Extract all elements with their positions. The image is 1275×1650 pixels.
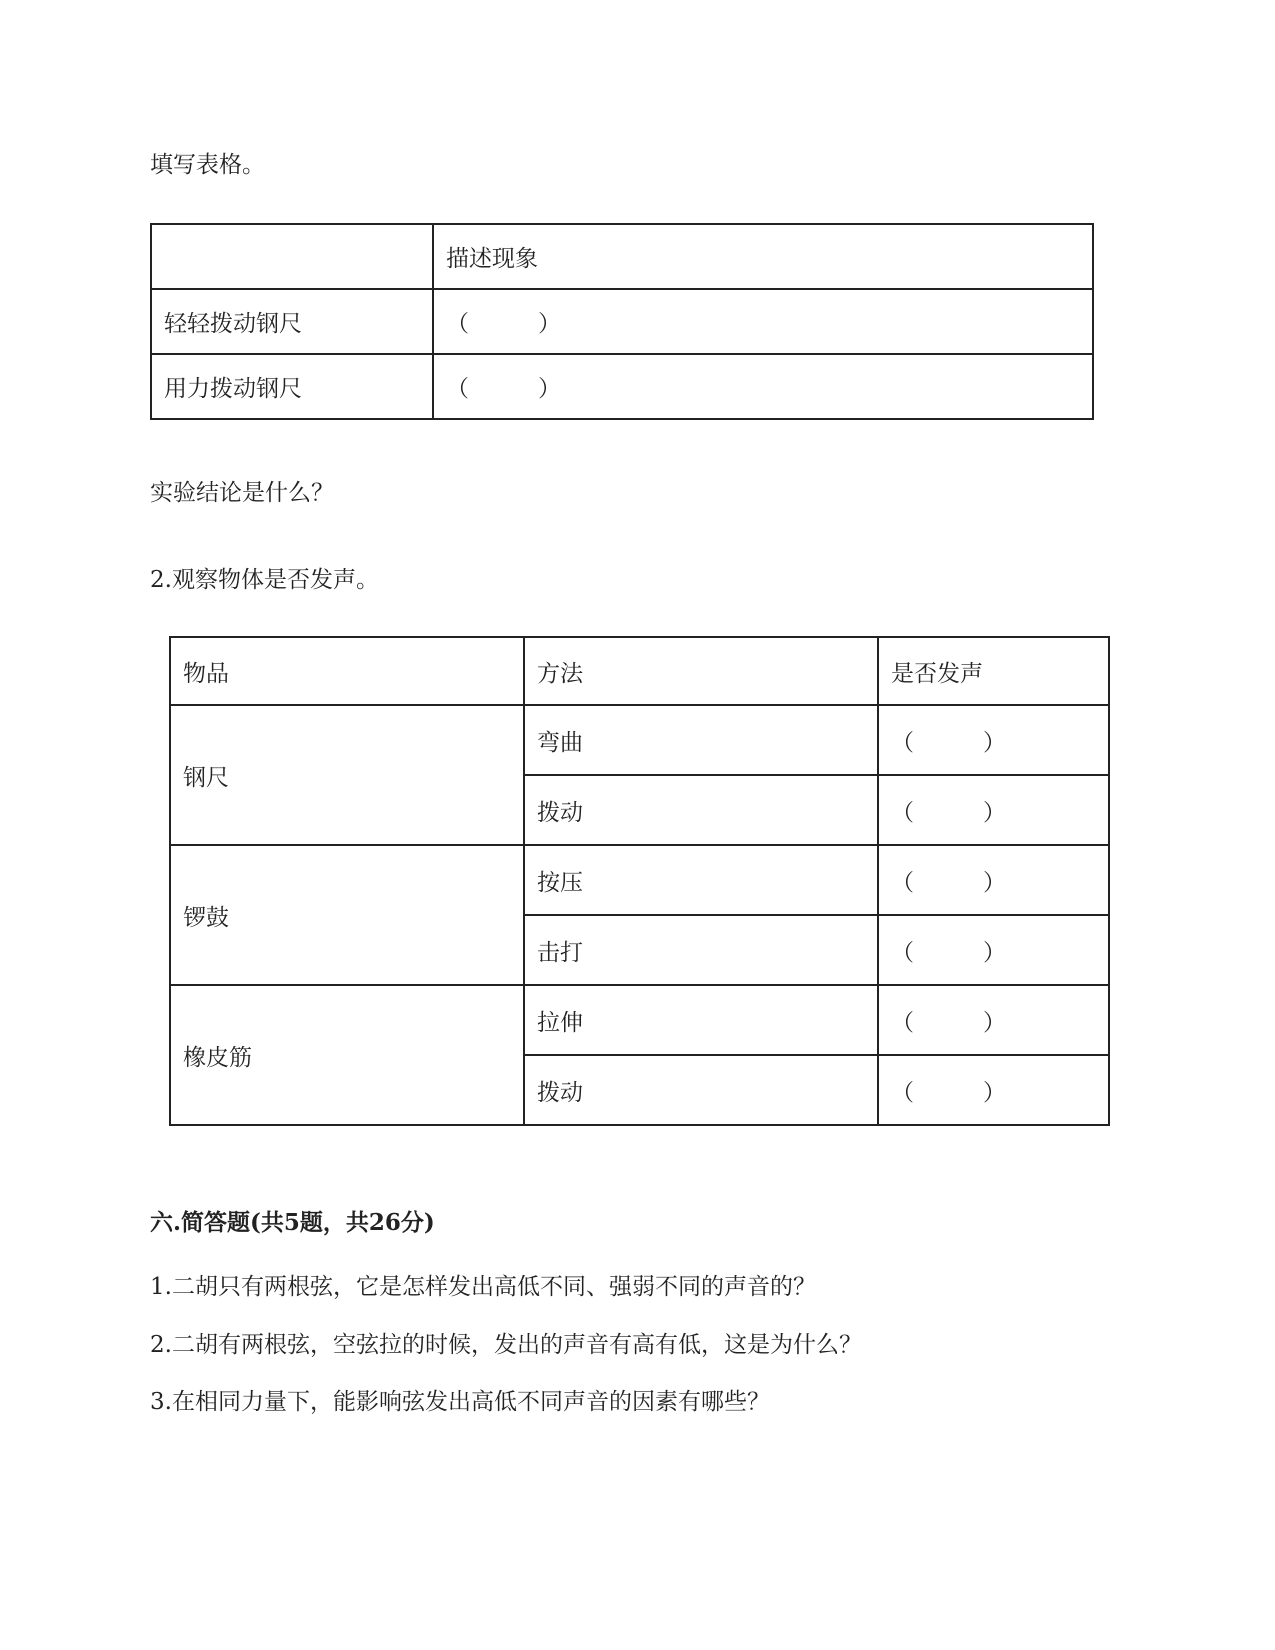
header-cell-description: 描述现象 [433,224,1093,289]
method-cell: 按压 [524,845,878,915]
answer-blank[interactable]: （ ） [878,775,1109,845]
question-item: 1.二胡只有两根弦，它是怎样发出高低不同、强弱不同的声音的？ [150,1274,816,1300]
header-sound: 是否发声 [878,637,1109,705]
answer-blank[interactable]: （ ） [878,1055,1109,1125]
phenomenon-table [150,223,1094,420]
table-row [170,985,1109,1055]
question-item: 2.二胡有两根弦，空弦拉的时候，发出的声音有高有低，这是为什么？ [150,1332,862,1358]
question-item: 3.在相同力量下，能影响弦发出高低不同声音的因素有哪些？ [150,1389,770,1415]
answer-blank[interactable]: （ ） [433,354,1093,419]
table-row [170,845,1109,915]
conclusion-question: 实验结论是什么？ [150,480,334,506]
answer-blank[interactable]: （ ） [878,915,1109,985]
header-item: 物品 [170,637,524,705]
method-cell: 拨动 [524,1055,878,1125]
answer-blank[interactable]: （ ） [878,985,1109,1055]
row-label: 用力拨动钢尺 [151,354,433,419]
answer-blank[interactable]: （ ） [878,845,1109,915]
item-cell: 钢尺 [170,705,524,845]
answer-blank[interactable]: （ ） [878,705,1109,775]
method-cell: 弯曲 [524,705,878,775]
header-cell-blank [151,224,433,289]
header-method: 方法 [524,637,878,705]
table-row [170,705,1109,775]
answer-blank[interactable]: （ ） [433,289,1093,354]
method-cell: 拉伸 [524,985,878,1055]
sound-observation-table [169,636,1110,1126]
question-2-heading: 2.观察物体是否发声。 [150,567,379,593]
table-row [151,354,1093,419]
table-header-row [151,224,1093,289]
section-title: 六.简答题(共5题，共26分) [150,1209,435,1236]
item-cell: 橡皮筋 [170,985,524,1125]
intro-text: 填写表格。 [150,152,265,178]
method-cell: 击打 [524,915,878,985]
method-cell: 拨动 [524,775,878,845]
table-row [151,289,1093,354]
table-header-row [170,637,1109,705]
row-label: 轻轻拨动钢尺 [151,289,433,354]
item-cell: 锣鼓 [170,845,524,985]
